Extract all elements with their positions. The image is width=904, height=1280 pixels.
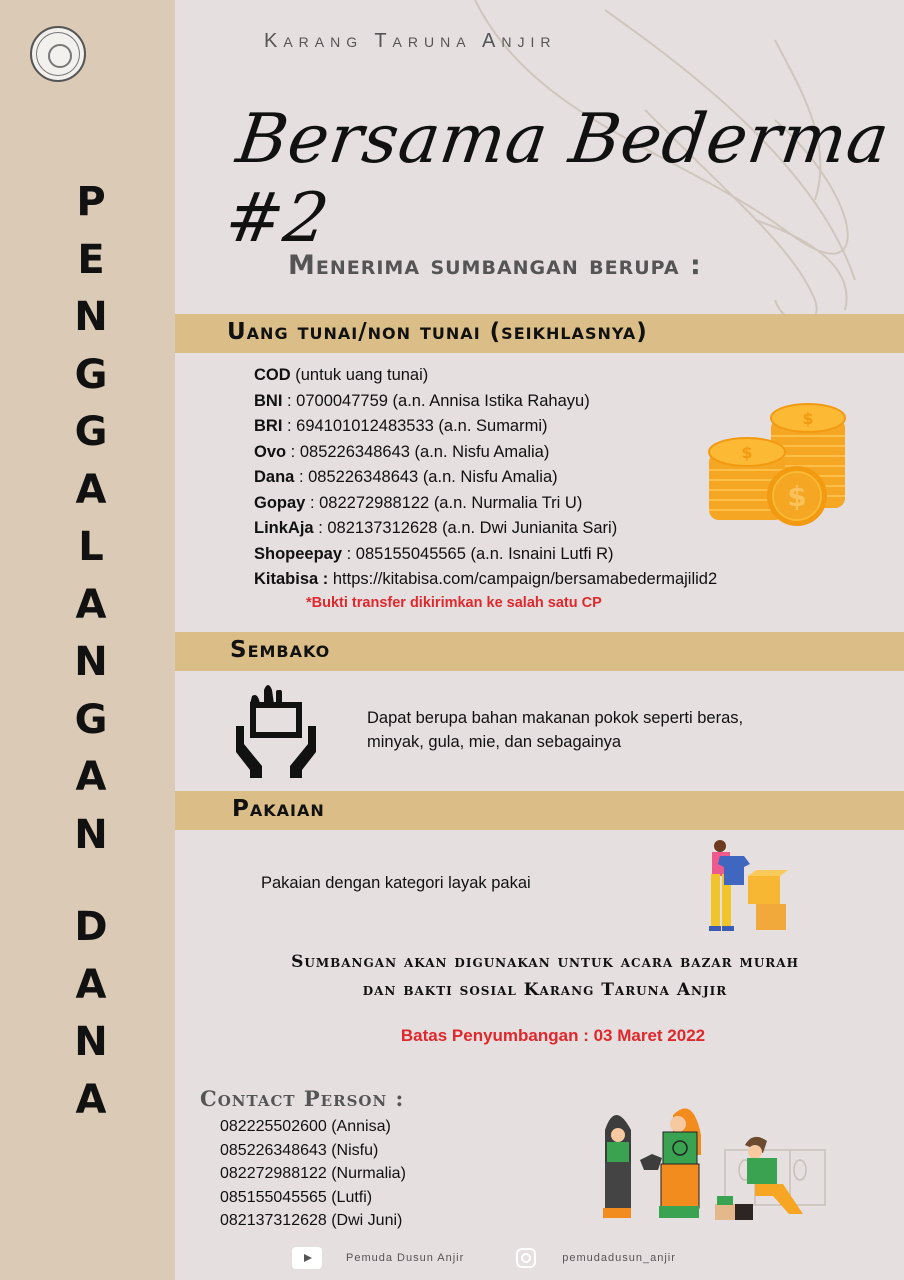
kitabisa-link[interactable]: https://kitabisa.com/campaign/bersamabedermajilid2 — [328, 570, 718, 588]
contact-item: 082137312628 (Dwi Juni) — [220, 1212, 403, 1229]
donation-types-heading: Menerima sumbangan berupa : — [288, 250, 702, 281]
people-donating-clothes-illustration — [595, 1100, 835, 1225]
instagram-handle[interactable]: pemudadusun_anjir — [562, 1252, 676, 1264]
section-title-pakaian: Pakaian — [232, 796, 325, 822]
pakaian-description: Pakaian dengan kategori layak pakai — [261, 874, 531, 892]
sidebar — [0, 0, 175, 1280]
svg-text:$: $ — [741, 443, 753, 462]
campaign-title: Bersama Bederma #2 — [220, 100, 895, 258]
payment-item-shopeepay: Shopeepay : 085155045565 (a.n. Isnaini Lutfi R) — [254, 544, 614, 563]
payment-item-ovo: Ovo : 085226348643 (a.n. Nisfu Amalia) — [254, 442, 550, 461]
sembako-description: Dapat berupa bahan makanan pokok seperti beras, minyak, gula, mie, dan sebagainya — [367, 709, 744, 751]
social-footer — [292, 1246, 676, 1270]
section-title-uang: Uang tunai/non tunai (seikhlasnya) — [227, 319, 648, 345]
contact-item: 082272988122 (Nurmalia) — [220, 1165, 406, 1182]
contact-item: 085226348643 (Nisfu) — [220, 1141, 379, 1159]
contact-item: 082225502600 (Annisa) — [220, 1118, 391, 1135]
youtube-channel-name[interactable]: Pemuda Dusun Anjir — [346, 1252, 465, 1264]
coins-icon — [705, 400, 850, 530]
payment-item-cod: COD (untuk uang tunai) — [254, 366, 429, 384]
instagram-icon[interactable] — [516, 1248, 536, 1268]
contact-person-list — [220, 1115, 406, 1233]
payment-item-dana: Dana : 085226348643 (a.n. Nisfu Amalia) — [254, 468, 558, 486]
payment-item-bni: BNI : 0700047759 (a.n. Annisa Istika Rahayu) — [254, 391, 590, 410]
payment-item-kitabisa: Kitabisa : https://kitabisa.com/campaign/bersamabedermajilid2 — [254, 570, 718, 588]
contact-person-heading: Contact Person : — [200, 1086, 405, 1111]
person-clothes-boxes-illustration — [700, 836, 796, 936]
organization-name: Karang Taruna Anjir — [264, 30, 557, 52]
youtube-icon[interactable] — [292, 1247, 322, 1269]
payment-item-gopay: Gopay : 082272988122 (a.n. Nurmalia Tri U) — [254, 493, 583, 512]
donation-deadline: Batas Penyumbangan : 03 Maret 2022 — [400, 1026, 706, 1045]
vertical-title-penggalangan: P E N G G A L A N G A N — [74, 179, 108, 858]
karang-taruna-logo — [30, 26, 86, 82]
payment-methods-list — [254, 363, 717, 593]
vertical-title-dana: D A N A — [74, 904, 108, 1123]
section-title-sembako: Sembako — [230, 637, 331, 663]
svg-text:$: $ — [802, 409, 814, 428]
contact-item: 085155045565 (Lutfi) — [220, 1188, 373, 1206]
transfer-proof-note: *Bukti transfer dikirimkan ke salah satu CP — [306, 595, 602, 611]
groceries-hands-icon — [234, 680, 318, 778]
usage-statement: Sumbangan akan digunakan untuk acara bazar murah dan bakti sosial Karang Taruna Anjir — [291, 952, 799, 1000]
payment-item-linkaja: LinkAja : 082137312628 (a.n. Dwi Junianita Sari) — [254, 519, 618, 537]
svg-text:$: $ — [787, 480, 807, 513]
payment-item-bri: BRI : 694101012483533 (a.n. Sumarmi) — [254, 417, 548, 435]
